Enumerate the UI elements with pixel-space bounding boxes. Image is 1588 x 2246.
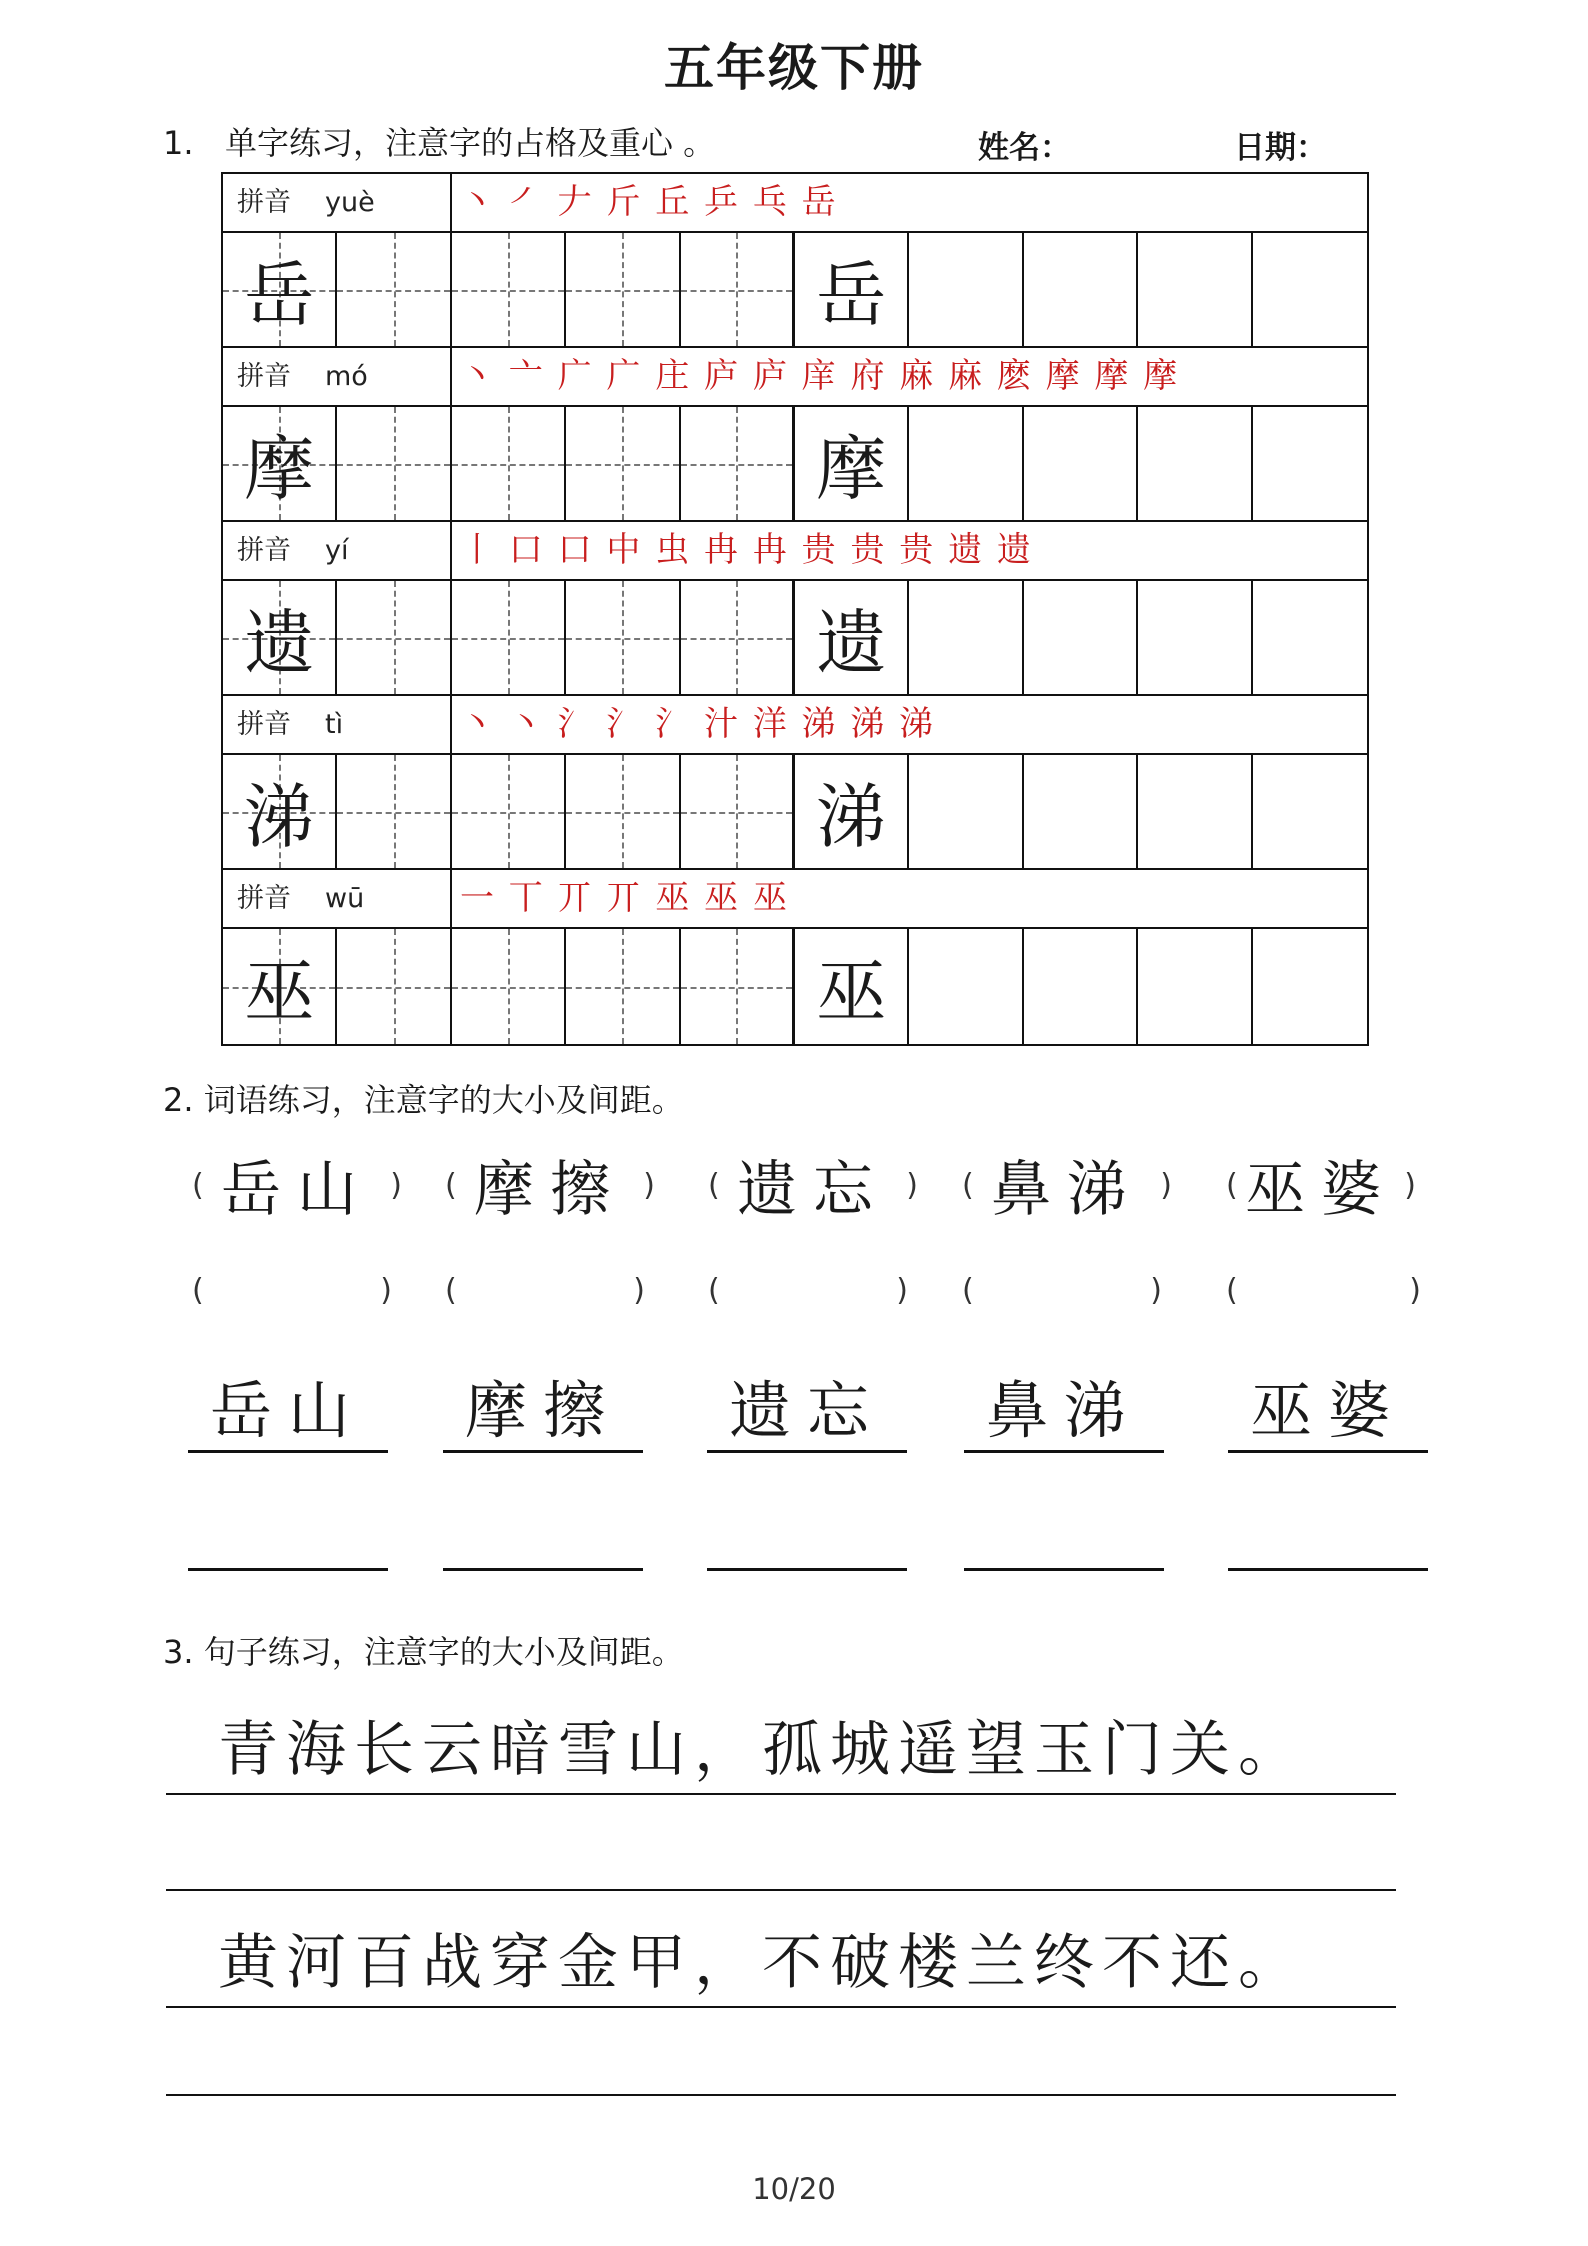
model-character: 涕	[244, 776, 315, 858]
stroke-sequence: 丨 口 口 中 虫 冉 冉 贵 贵 贵 遗 遗	[460, 530, 1033, 570]
writing-line[interactable]	[443, 1558, 643, 1571]
model-character: 涕	[816, 776, 887, 858]
close-paren: )	[633, 1272, 645, 1308]
practice-cell[interactable]	[1253, 407, 1367, 520]
pinyin-value: yuè	[325, 187, 375, 218]
open-paren: (	[708, 1272, 720, 1308]
practice-cell[interactable]	[1138, 407, 1252, 520]
trace-cell[interactable]	[337, 233, 451, 346]
word-model: 巫婆	[1245, 1155, 1397, 1225]
close-paren: )	[1404, 1167, 1416, 1203]
practice-cell[interactable]	[909, 581, 1023, 694]
pinyin-row	[223, 174, 1367, 233]
practice-cell[interactable]	[1024, 929, 1138, 1044]
empty-paren-box[interactable]	[708, 1250, 908, 1330]
pinyin-label: 拼音	[237, 883, 291, 914]
model-character: 岳	[244, 254, 315, 336]
open-paren: (	[445, 1272, 457, 1308]
model-character: 巫	[244, 951, 315, 1033]
word-paren-box	[445, 1140, 655, 1230]
sentence-writing-line[interactable]	[166, 1887, 1396, 1891]
practice-cell[interactable]	[566, 581, 680, 694]
model-character: 摩	[816, 428, 887, 510]
practice-cell[interactable]	[566, 755, 680, 868]
sentence-model: 青海长云暗雪山，孤城遥望玉门关。	[166, 1705, 1396, 1795]
trace-cell[interactable]	[337, 581, 451, 694]
writing-row	[223, 755, 1367, 870]
page-title: 五年级下册	[664, 39, 924, 97]
model-cell	[223, 233, 337, 346]
practice-cell[interactable]	[452, 407, 566, 520]
pinyin-label: 拼音	[237, 187, 291, 218]
character-practice-grid	[221, 172, 1369, 1046]
word-paren-box	[708, 1140, 918, 1230]
practice-cell[interactable]	[1253, 233, 1367, 346]
practice-cell[interactable]	[909, 929, 1023, 1044]
practice-cell[interactable]	[1253, 755, 1367, 868]
pinyin-label-cell	[223, 696, 452, 753]
practice-cell[interactable]	[1138, 233, 1252, 346]
practice-cell[interactable]	[681, 233, 795, 346]
trace-cell[interactable]	[337, 407, 451, 520]
close-paren: )	[643, 1167, 655, 1203]
empty-paren-box[interactable]	[962, 1250, 1162, 1330]
writing-row	[223, 233, 1367, 348]
pinyin-label-cell	[223, 870, 452, 927]
sentence-model: 黄河百战穿金甲，不破楼兰终不还。	[166, 1918, 1396, 2008]
model-character: 岳	[816, 254, 887, 336]
pinyin-label: 拼音	[237, 535, 291, 566]
practice-cell[interactable]	[566, 407, 680, 520]
model-cell	[223, 755, 337, 868]
date-label: 日期：	[1234, 130, 1327, 166]
word-on-line: 巫婆	[1228, 1372, 1428, 1453]
writing-row	[223, 581, 1367, 696]
word-model: 摩擦	[474, 1155, 626, 1225]
writing-row	[223, 929, 1367, 1044]
trace-cell[interactable]	[337, 929, 451, 1044]
stroke-order	[452, 174, 1367, 231]
pinyin-value: yí	[325, 535, 349, 566]
model-character: 遗	[816, 602, 887, 684]
stroke-sequence: 丶 亠 广 广 庄 庐 庐 庠 府 麻 麻 麽 摩 摩 摩	[460, 356, 1180, 396]
word-model: 鼻涕	[991, 1155, 1143, 1225]
word-paren-box	[962, 1140, 1172, 1230]
practice-cell[interactable]	[1253, 581, 1367, 694]
practice-cell[interactable]	[1138, 929, 1252, 1044]
writing-line[interactable]	[188, 1558, 388, 1571]
practice-cell[interactable]	[681, 581, 795, 694]
model-character: 摩	[244, 428, 315, 510]
practice-cell[interactable]	[909, 233, 1023, 346]
practice-cell[interactable]	[1138, 755, 1252, 868]
writing-line[interactable]	[964, 1558, 1164, 1571]
close-paren: )	[390, 1167, 402, 1203]
pinyin-value: tì	[325, 709, 344, 740]
pinyin-row	[223, 696, 1367, 755]
stroke-order	[452, 522, 1367, 579]
word-paren-box	[1226, 1140, 1416, 1230]
open-paren: (	[445, 1167, 457, 1203]
word-on-line: 鼻涕	[964, 1372, 1164, 1453]
model-cell-plain	[795, 407, 909, 520]
model-cell	[223, 581, 337, 694]
section1-heading-text: 单字练习，注意字的占格及重心 。	[225, 124, 716, 162]
close-paren: )	[906, 1167, 918, 1203]
word-on-line: 岳山	[188, 1372, 388, 1453]
pinyin-row	[223, 522, 1367, 581]
model-cell-plain	[795, 929, 909, 1044]
open-paren: (	[1226, 1167, 1238, 1203]
pinyin-label-cell	[223, 348, 452, 405]
word-on-line: 摩擦	[443, 1372, 643, 1453]
writing-line[interactable]	[707, 1558, 907, 1571]
empty-paren-box[interactable]	[192, 1250, 392, 1330]
pinyin-row	[223, 870, 1367, 929]
word-model: 岳山	[221, 1155, 373, 1225]
trace-cell[interactable]	[337, 755, 451, 868]
practice-cell[interactable]	[909, 407, 1023, 520]
close-paren: )	[380, 1272, 392, 1308]
close-paren: )	[1150, 1272, 1162, 1308]
model-character: 巫	[816, 951, 887, 1033]
practice-cell[interactable]	[452, 929, 566, 1044]
stroke-sequence: 一 丅 丌 丌 巫 巫 巫	[460, 878, 789, 918]
practice-cell[interactable]	[452, 233, 566, 346]
practice-cell[interactable]	[452, 581, 566, 694]
section1-heading	[163, 118, 715, 164]
word-paren-box	[192, 1140, 402, 1230]
word-on-line: 遗忘	[707, 1372, 907, 1453]
pinyin-label-cell	[223, 522, 452, 579]
sentence-writing-line[interactable]	[166, 2092, 1396, 2096]
writing-row	[223, 407, 1367, 522]
model-character: 遗	[244, 602, 315, 684]
open-paren: (	[962, 1167, 974, 1203]
practice-cell[interactable]	[1024, 581, 1138, 694]
practice-cell[interactable]	[681, 755, 795, 868]
close-paren: )	[896, 1272, 908, 1308]
pinyin-value: wū	[325, 883, 365, 914]
model-cell	[223, 407, 337, 520]
stroke-sequence: 丶 ㇒ 𠂇 斤 丘 乒 乓 岳	[460, 182, 838, 222]
practice-cell[interactable]	[1138, 581, 1252, 694]
open-paren: (	[962, 1272, 974, 1308]
open-paren: (	[1226, 1272, 1238, 1308]
section1-number: 1.	[163, 124, 194, 162]
word-model: 遗忘	[737, 1155, 889, 1225]
open-paren: (	[192, 1272, 204, 1308]
model-cell	[223, 929, 337, 1044]
pinyin-row	[223, 348, 1367, 407]
practice-cell[interactable]	[1024, 407, 1138, 520]
page-number: 10/20	[752, 2172, 836, 2206]
pinyin-value: mó	[325, 361, 368, 392]
practice-cell[interactable]	[566, 929, 680, 1044]
stroke-order	[452, 348, 1367, 405]
name-label: 姓名：	[978, 130, 1071, 166]
model-cell-plain	[795, 581, 909, 694]
writing-line[interactable]	[1228, 1558, 1428, 1571]
practice-cell[interactable]	[1024, 755, 1138, 868]
pinyin-label: 拼音	[237, 709, 291, 740]
section3-heading: 3. 句子练习，注意字的大小及间距。	[163, 1633, 684, 1671]
model-cell-plain	[795, 755, 909, 868]
stroke-order	[452, 696, 1367, 753]
pinyin-label-cell	[223, 174, 452, 231]
practice-cell[interactable]	[566, 233, 680, 346]
practice-cell[interactable]	[452, 755, 566, 868]
close-paren: )	[1160, 1167, 1172, 1203]
model-cell-plain	[795, 233, 909, 346]
open-paren: (	[192, 1167, 204, 1203]
empty-paren-box[interactable]	[1226, 1250, 1421, 1330]
close-paren: )	[1409, 1272, 1421, 1308]
open-paren: (	[708, 1167, 720, 1203]
pinyin-label: 拼音	[237, 361, 291, 392]
section2-heading: 2. 词语练习，注意字的大小及间距。	[163, 1081, 684, 1119]
practice-cell[interactable]	[909, 755, 1023, 868]
practice-cell[interactable]	[1253, 929, 1367, 1044]
practice-cell[interactable]	[1024, 233, 1138, 346]
stroke-sequence: 丶 丶 氵 氵 氵 汁 洋 涕 涕 涕	[460, 704, 936, 744]
practice-cell[interactable]	[681, 407, 795, 520]
stroke-order	[452, 870, 1367, 927]
empty-paren-box[interactable]	[445, 1250, 645, 1330]
practice-cell[interactable]	[681, 929, 795, 1044]
